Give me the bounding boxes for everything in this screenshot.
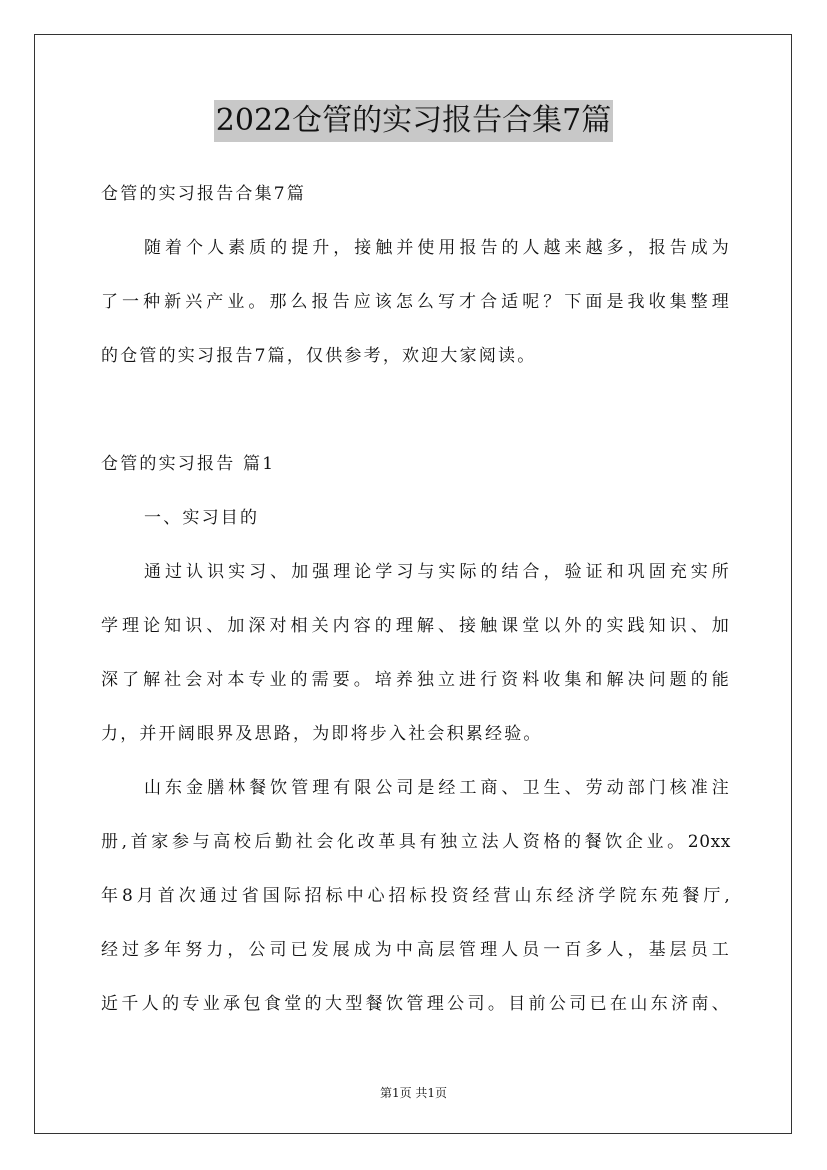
purpose-line-3: 深了解社会对本专业的需要。培养独立进行资料收集和解决问题的能 (101, 670, 731, 690)
document-title: 2022仓管的实习报告合集7篇 (214, 100, 613, 142)
page-number: 第1页 共1页 (379, 1086, 448, 1100)
intro-line-2: 了一种新兴产业。那么报告应该怎么写才合适呢？下面是我收集整理 (101, 292, 731, 312)
title-container (0, 100, 827, 142)
company-line-4: 经过多年努力，公司已发展成为中高层管理人员一百多人，基层员工 (101, 940, 731, 960)
purpose-line-2: 学理论知识、加深对相关内容的理解、接触课堂以外的实践知识、加 (101, 616, 731, 636)
section-heading-1: 仓管的实习报告 篇1 (101, 454, 276, 474)
subtitle-line: 仓管的实习报告合集7篇 (101, 184, 307, 204)
subsection-heading: 一、实习目的 (144, 508, 260, 528)
company-line-5: 近千人的专业承包食堂的大型餐饮管理公司。目前公司已在山东济南、 (101, 994, 731, 1014)
intro-line-1: 随着个人素质的提升，接触并使用报告的人越来越多，报告成为 (144, 238, 731, 258)
purpose-line-4: 力，并开阔眼界及思路，为即将步入社会积累经验。 (101, 724, 543, 744)
company-line-2: 册,首家参与高校后勤社会化改革具有独立法人资格的餐饮企业。20xx (101, 832, 731, 852)
intro-line-3: 的仓管的实习报告7篇，仅供参考，欢迎大家阅读。 (101, 346, 537, 366)
purpose-line-1: 通过认识实习、加强理论学习与实际的结合，验证和巩固充实所 (144, 562, 731, 582)
company-line-3: 年8月首次通过省国际招标中心招标投资经营山东经济学院东苑餐厅, (101, 886, 731, 906)
company-line-1: 山东金膳林餐饮管理有限公司是经工商、卫生、劳动部门核准注 (144, 778, 731, 798)
